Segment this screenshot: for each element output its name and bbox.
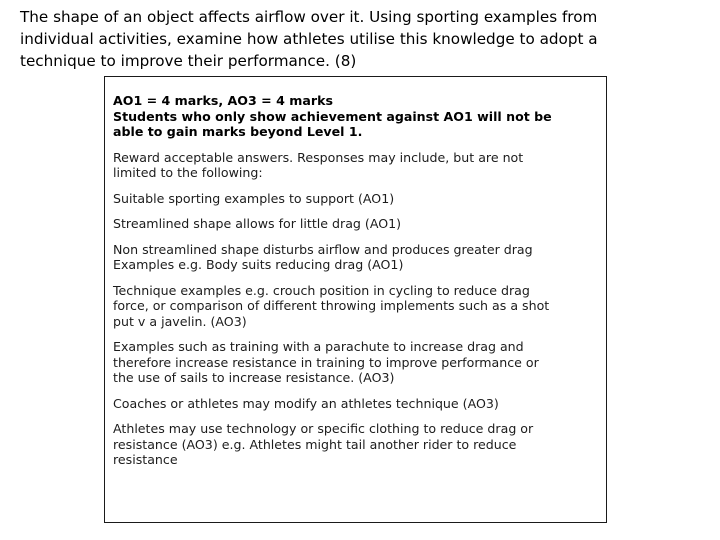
point-line: the use of sails to increase resistance. (AO3) bbox=[113, 370, 395, 385]
point-line: Examples such as training with a parachute to increase drag and bbox=[113, 339, 524, 354]
point-line: resistance bbox=[113, 452, 178, 467]
mark-scheme-box bbox=[104, 76, 607, 523]
point-line: Suitable sporting examples to support (AO1) bbox=[113, 190, 395, 206]
point-line: force, or comparison of different throwing implements such as a shot bbox=[113, 298, 550, 313]
mark-point-non-streamlined bbox=[113, 242, 603, 273]
mark-point-streamlined bbox=[113, 216, 603, 232]
point-line: put v a javelin. (AO3) bbox=[113, 313, 247, 329]
point-line: Technique examples e.g. crouch position in cycling to reduce drag bbox=[113, 282, 530, 298]
point-line: therefore increase resistance in training to improve performance or bbox=[113, 354, 539, 370]
mark-point-instructions bbox=[113, 150, 603, 181]
point-line: resistance (AO3) e.g. Athletes might tail another rider to reduce bbox=[113, 436, 517, 452]
point-line: Reward acceptable answers. Responses may include, but are not bbox=[113, 149, 524, 165]
point-line: limited to the following: bbox=[113, 165, 263, 180]
question-line: individual activities, examine how athletes utilise this knowledge to adopt a bbox=[20, 30, 598, 48]
mark-point-suitable-examples bbox=[113, 191, 603, 207]
point-line: Athletes may use technology or specific clothing to reduce drag or bbox=[113, 421, 534, 436]
question-text bbox=[20, 6, 710, 72]
heading-line: able to gain marks beyond Level 1. bbox=[113, 124, 363, 139]
point-line: Examples e.g. Body suits reducing drag (AO1) bbox=[113, 257, 404, 272]
mark-scheme-heading bbox=[113, 93, 603, 140]
mark-scheme-content bbox=[113, 93, 603, 478]
heading-line: Students who only show achievement against AO1 will not be bbox=[113, 108, 552, 124]
mark-point-technology bbox=[113, 421, 603, 468]
point-line: Non streamlined shape disturbs airflow and produces greater drag bbox=[113, 241, 533, 257]
point-line: Streamlined shape allows for little drag (AO1) bbox=[113, 216, 402, 231]
question-line: technique to improve their performance. (8) bbox=[20, 52, 357, 70]
mark-point-parachute bbox=[113, 339, 603, 386]
point-line: Coaches or athletes may modify an athletes technique (AO3) bbox=[113, 395, 499, 411]
question-line: The shape of an object affects airflow over it. Using sporting examples from bbox=[20, 8, 598, 26]
mark-point-coaches bbox=[113, 396, 603, 412]
heading-line: AO1 = 4 marks, AO3 = 4 marks bbox=[113, 93, 333, 108]
mark-point-technique bbox=[113, 283, 603, 330]
